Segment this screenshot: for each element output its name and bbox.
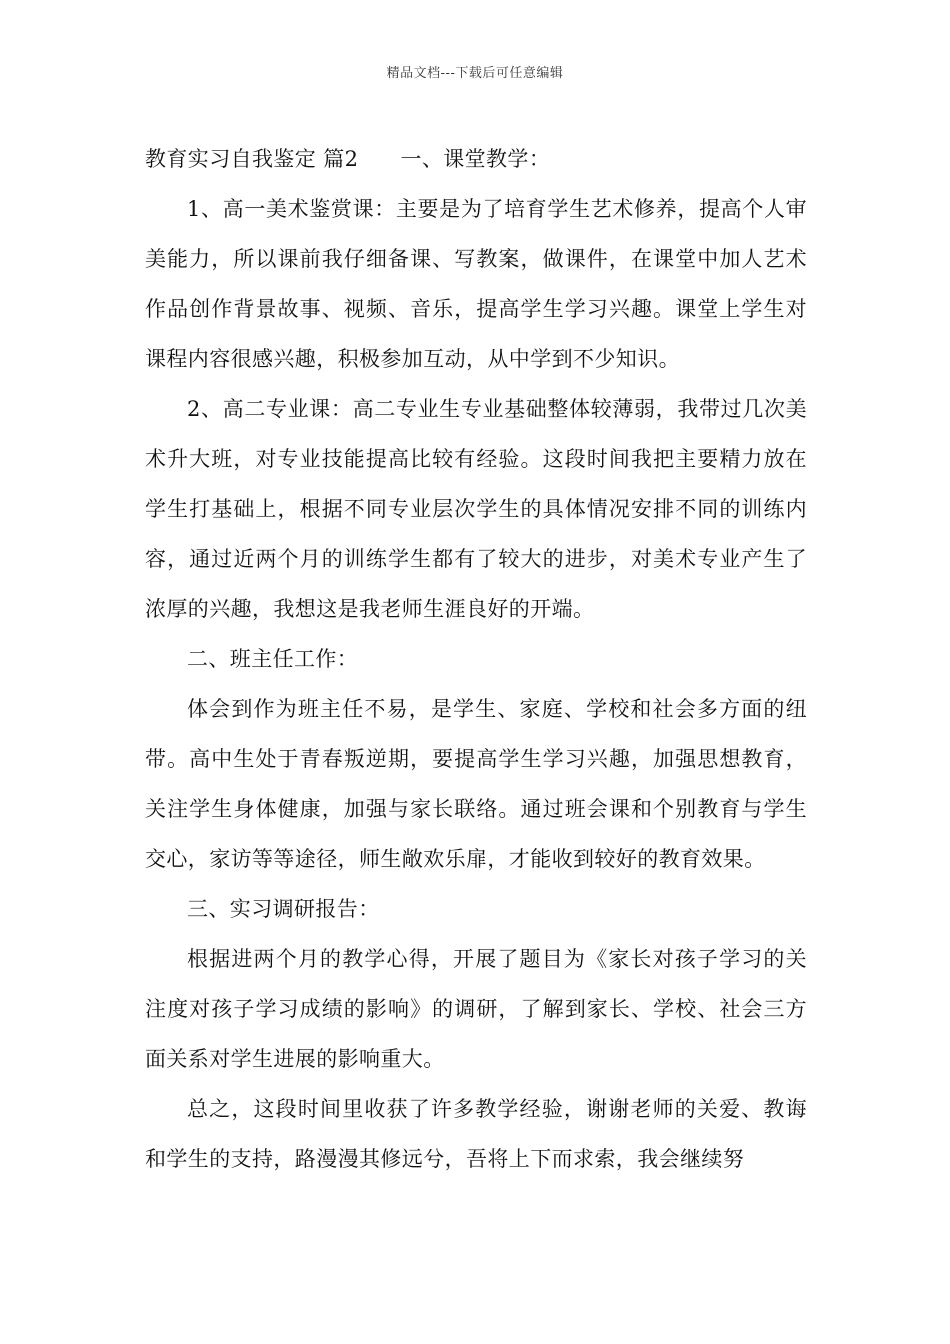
document-title: 教育实习自我鉴定 篇2 bbox=[145, 147, 359, 171]
section-heading-classroom: 一、课堂教学： bbox=[400, 147, 551, 171]
paragraph-research-report: 根据进两个月的教学心得，开展了题目为《家长对孩子学习的关注度对孩子学习成绩的影响》的调研，了解到家长、学校、社会三方面关系对学生进展的影响重大。 bbox=[145, 947, 807, 1071]
title-line bbox=[145, 134, 807, 184]
paragraph-conclusion: 总之，这段时间里收获了许多教学经验，谢谢老师的关爱、教诲和学生的支持，路漫漫其修远兮，吾将上下而求索，我会继续努 bbox=[145, 1097, 807, 1171]
paragraph-head-teacher-work: 体会到作为班主任不易，是学生、家庭、学校和社会多方面的纽带。高中生处于青春叛逆期，要提高学生学习兴趣，加强思想教育，关注学生身体健康，加强与家长联络。通过班会课和个别教育与学生交心，家访等等途径，师生敞欢乐扉，才能收到较好的教育效果。 bbox=[145, 697, 807, 871]
paragraph-art-appreciation: 1、高一美术鉴赏课：主要是为了培育学生艺术修养，提高个人审美能力，所以课前我仔细备课、写教案，做课件，在课堂中加人艺术作品创作背景故事、视频、音乐，提高学生学习兴趣。课堂上学生对课程内容很感兴趣，积极参加互动，从中学到不少知识。 bbox=[145, 197, 807, 371]
paragraph-professional-course: 2、高二专业课：高二专业生专业基础整体较薄弱，我带过几次美术升大班，对专业技能提高比较有经验。这段时间我把主要精力放在学生打基础上，根据不同专业层次学生的具体情况安排不同的训练内容，通过近两个月的训练学生都有了较大的进步，对美术专业产生了浓厚的兴趣，我想这是我老师生涯良好的开端。 bbox=[145, 397, 807, 621]
section-heading-head-teacher: 二、班主任工作： bbox=[187, 647, 359, 671]
page-header-watermark: 精品文档---下载后可任意编辑 bbox=[386, 66, 564, 81]
section-heading-research-report: 三、实习调研报告： bbox=[187, 897, 380, 921]
document-body bbox=[145, 134, 807, 1184]
